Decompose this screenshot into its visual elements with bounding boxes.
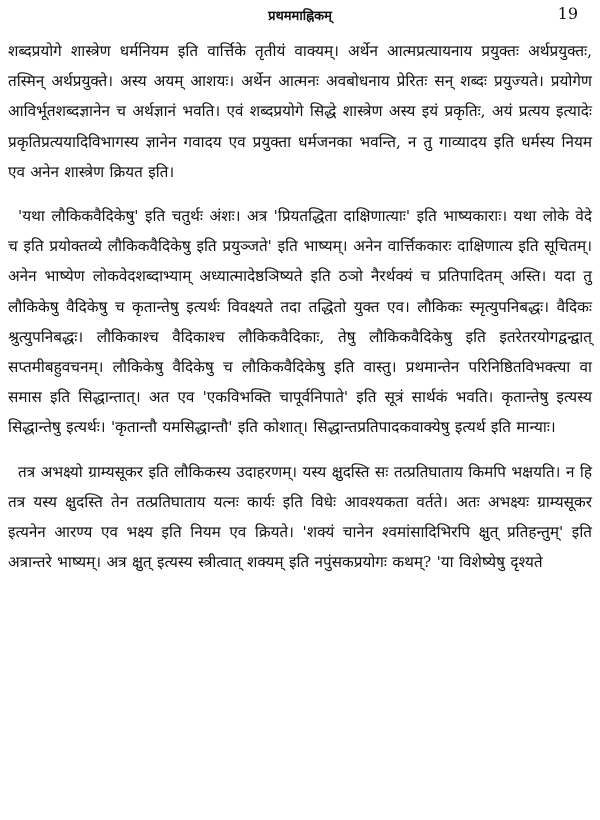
paragraph-3: तत्र अभक्ष्यो ग्राम्यसूकर इति लौकिकस्य उदाहरणम्। यस्य क्षुदस्ति सः तत्प्रतिघाताय किमपि भक्षयति। न हि तत्र यस्य क्षुदस्ति तेन तत्प्रतिघाताय यत्नः कार्यः इति विधेः आवश्यकता वर्तते। अतः अभक्ष्यः ग्राम्यसूकर इत्यनेन आरण्य एव भक्ष्य इति नियम एव क्रियते। 'शक्यं चानेन श्वमांसादिभिरपि क्षुत् प्रतिहन्तुम्' इति अत्रान्तरे भाष्यम्। अत्र क्षुत् इत्यस्य स्त्रीत्वात् शक्यम् इति नपुंसकप्रयोगः कथम्? 'या विशेष्येषु दृश्यते xyxy=(8,462,592,572)
body-text xyxy=(8,36,592,577)
paragraph-1: शब्दप्रयोगे शास्त्रेण धर्मनियम इति वार्त्तिके तृतीयं वाक्यम्। अर्थेन आत्मप्रत्यायनाय प्रयुक्तः अर्थप्रयुक्तः, तस्मिन् अर्थप्रयुक्ते। अस्य अयम् आशयः। अर्थेन आत्मनः अवबोधनाय प्रेरितः सन् शब्दः प्रयुज्यते। प्रयोगेण आविर्भूतशब्दज्ञानेन च अर्थज्ञानं भवति। एवं शब्दप्रयोगे सिद्धे शास्त्रेण अस्य इयं प्रकृतिः, अयं प्रत्यय इत्यादेः प्रकृतिप्रत्ययादिविभागस्य ज्ञानेन गवादय एव प्रयुक्ता धर्मजनका भवन्ति, न तु गाव्यादय इति धर्मस्य नियम एव अनेन शास्त्रेण क्रियत इति। xyxy=(8,42,592,181)
page-header xyxy=(8,0,592,36)
paragraph-2: 'यथा लौकिकवैदिकेषु' इति चतुर्थः अंशः। अत्र 'प्रियतद्धिता दाक्षिणात्याः' इति भाष्यकाराः। यथा लोके वेदे च इति प्रयोक्तव्ये लौकिकवैदिकेषु इति प्रयुञ्जते' इति भाष्यम्। अनेन वार्त्तिककारः दाक्षिणात्य इति सूचितम्। अनेन भाष्येण लोकवेदशब्दाभ्याम् अध्यात्मादेष्ठञिष्यते इति ठञो नैरर्थक्यं च प्रतिपादितम् अस्ति। यदा तु लौकिकेषु वैदिकेषु च कृतान्तेषु इत्यर्थः विवक्ष्यते तदा तद्धितो युक्त एव। लौकिकः स्मृत्युपनिबद्धः। वैदिकः श्रुत्युपनिबद्धः। लौकिकाश्च वैदिकाश्च लौकिकवैदिकाः, तेषु लौकिकवैदिकेषु इति इतरेतरयोगद्वन्द्वात् सप्तमीबहुवचनम्। लौकिकेषु वैदिकेषु च लौकिकवैदिकेषु इति वास्तु। प्रथमान्तेन परिनिष्ठितविभक्त्या वा समास इति सिद्धान्तात्। अत एव 'एकविभक्ति चापूर्वनिपाते' इति सूत्रं सार्थकं भवति। कृतान्तेषु इत्यस्य सिद्धान्तेषु इत्यर्थः। 'कृतान्तौ यमसिद्धान्तौ' इति कोशात्। सिद्धान्तप्रतिपादकवाक्येषु इत्यर्थ इति मान्याः। xyxy=(8,207,593,437)
page-number: 19 xyxy=(557,4,578,23)
running-title: प्रथममाह्निकम् xyxy=(268,9,332,24)
